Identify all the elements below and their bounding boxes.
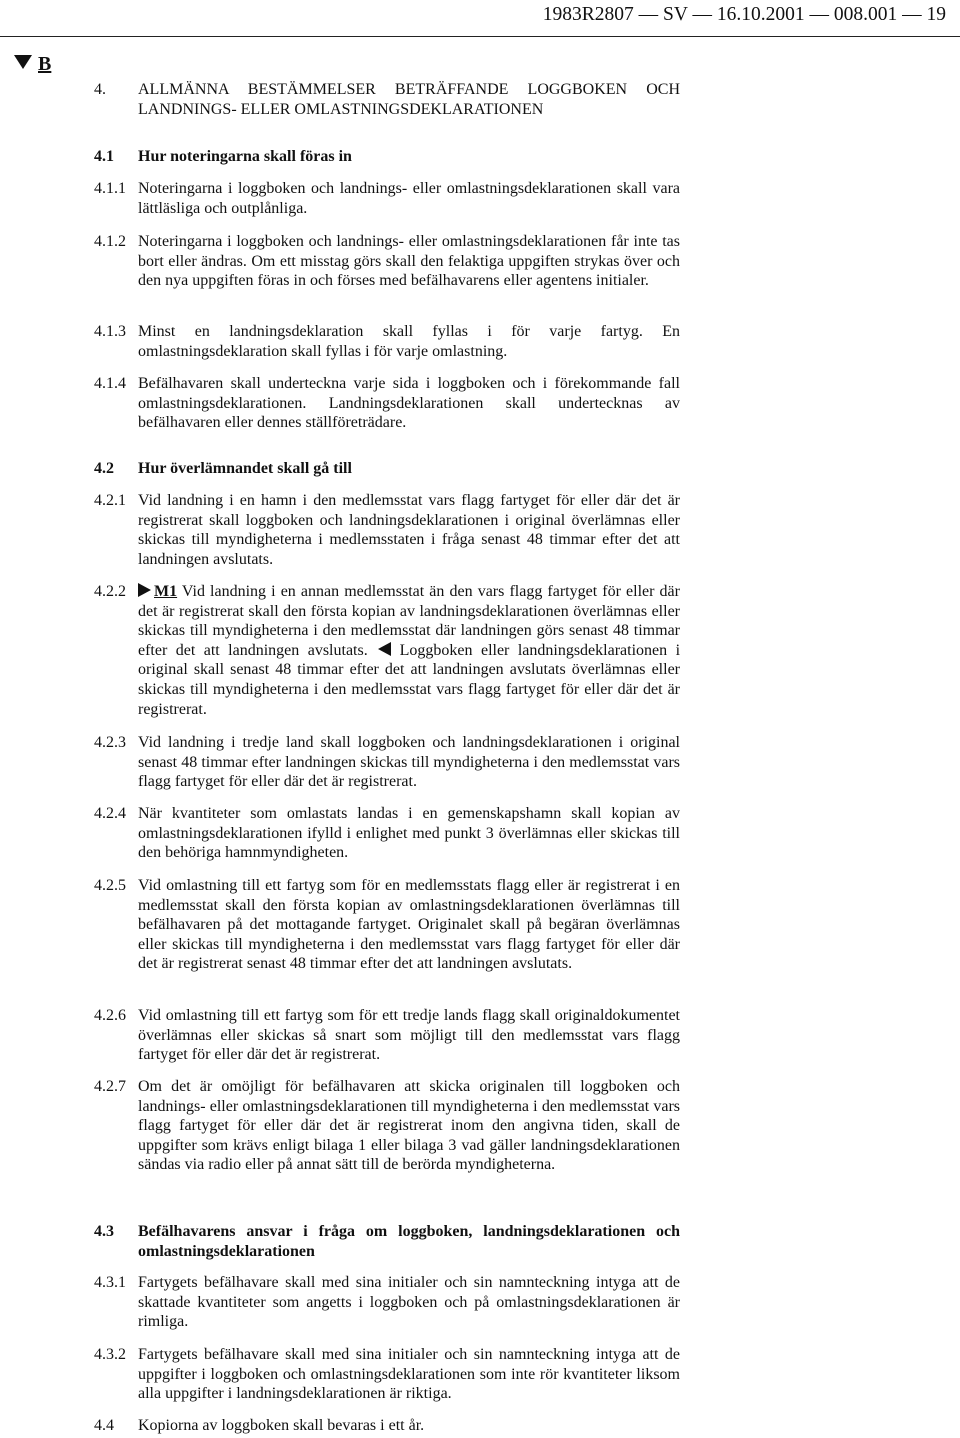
section-number: 4.1 (94, 148, 114, 165)
paragraph-4-2-3 (94, 733, 680, 792)
paragraph-4-2-5 (94, 876, 680, 974)
paragraph-number: 4.1.1 (94, 180, 126, 197)
paragraph-text: Om det är omöjligt för befälhavaren att skicka originalen till loggboken och landnings- eller omlastningsdeklarationen till myndigheterna i den medlemsstat vars flagg fartyget för eller där det är registrerat inom den angivna tiden, skall de uppgifter som krävs enligt bilaga 1 eller bilaga 3 vad gäller landningsdeklarationen sändas via radio eller på annat sätt till de berörda myndigheterna. (138, 1078, 680, 1174)
paragraph-number: 4.1.2 (94, 233, 126, 250)
paragraph-text: Vid omlastning till ett fartyg som för en medlemsstats flagg eller är registrerat i en medlemsstat skall den första kopian av omlastningsdeklarationen överlämnas till befälhavaren på det mottagande fartyget. Originalet skall på begäran överlämnas eller skickas till myndigheterna i den medlemsstat vars flagg fartyget för eller där det är registrerat senast 48 timmar efter det att landningen avslutats. (138, 877, 680, 973)
paragraph-4-2-4 (94, 804, 680, 863)
amended-text: Vid landning i en annan medlemsstat än den vars flagg fartyget för eller där det är registrerat skall den första kopian av landningsdeklarationen överlämnas eller skickas till myndigheterna i den medlemsstat där landningen görs senast 48 timmar efter det att landningen avslutats. (138, 583, 680, 659)
section-4-2 (94, 459, 680, 479)
amendment-start-icon (138, 583, 151, 597)
header-rule (0, 36, 960, 37)
paragraph-number: 4.2.4 (94, 805, 126, 822)
paragraph-text-rest: Loggboken eller landningsdeklarationen i original skall senast 48 timmar efter det att landningen avslutats överlämnas eller skickas till myndigheterna i den medlemsstat vars flagg fartyget för eller där det är registrerat. (138, 641, 681, 718)
paragraph-number: 4.2.1 (94, 492, 126, 509)
version-marker-label: B (38, 53, 52, 75)
section-text: Kopiorna av loggboken skall bevaras i ett år. (138, 1417, 425, 1434)
paragraph-text: Minst en landningsdeklaration skall fyllas i för varje fartyg. En omlastningsdeklaration skall fyllas i för varje omlastning. (138, 323, 680, 360)
amendment-label: M1 (154, 583, 178, 600)
paragraph-number: 4.2.3 (94, 734, 126, 751)
paragraph-number: 4.3.2 (94, 1346, 126, 1363)
paragraph-text: Noteringarna i loggboken och landnings- eller omlastningsdeklarationen skall vara lättläsliga och outplånliga. (138, 180, 680, 217)
paragraph-number: 4.1.3 (94, 323, 126, 340)
paragraph-text: Fartygets befälhavare skall med sina initialer och sin namnteckning intyga att de uppgifter i loggboken och omlastningsdeklarationen som inte rör kvantiteter liksom alla uppgifter i landningsdeklarationen är riktiga. (138, 1346, 680, 1403)
section-title: ALLMÄNNA BESTÄMMELSER BETRÄFFANDE LOGGBOKEN OCH LANDNINGS- ELLER OMLASTNINGSDEKLARATIONEN (138, 81, 680, 118)
paragraph-number: 4.2.5 (94, 877, 126, 894)
paragraph-number: 4.2.6 (94, 1007, 126, 1024)
section-title: Befälhavarens ansvar i fråga om loggboken, landningsdeklarationen och omlastningsdeklarationen (138, 1223, 680, 1260)
paragraph-4-2-7 (94, 1077, 680, 1175)
paragraph-number: 4.2.7 (94, 1078, 126, 1095)
section-4-3 (94, 1222, 680, 1261)
page-header: 1983R2807 — SV — 16.10.2001 — 008.001 — 19 (542, 4, 946, 25)
paragraph-4-1-4 (94, 374, 680, 433)
paragraph-text: Fartygets befälhavare skall med sina initialer och sin namnteckning intyga att de skattade kvantiteter som angetts i loggboken och på omlastningsdeklarationen är rimliga. (138, 1274, 680, 1331)
paragraph-number: 4.3.1 (94, 1274, 126, 1291)
paragraph-4-1-1 (94, 179, 680, 218)
section-number: 4.3 (94, 1223, 114, 1240)
paragraph-number: 4.1.4 (94, 375, 126, 392)
paragraph-text: Vid omlastning till ett fartyg som för ett tredje lands flagg skall originaldokumentet överlämnas eller skickas så snart som möjligt till den medlemsstat vars flagg fartyget för eller där det är registrerat. (138, 1007, 680, 1064)
paragraph-text: Befälhavaren skall underteckna varje sida i loggboken och i förekommande fall omlastningsdeklarationen. Landningsdeklarationen skall undertecknas av befälhavaren eller dennes ställföreträdare. (138, 375, 680, 432)
paragraph-4-1-3 (94, 322, 680, 361)
paragraph-text (138, 582, 680, 719)
section-4-4 (94, 1416, 680, 1436)
amendment-end-icon (378, 642, 391, 656)
section-number: 4.2 (94, 460, 114, 477)
paragraph-4-3-2 (94, 1345, 680, 1404)
section-number: 4.4 (94, 1417, 114, 1434)
version-marker (14, 53, 51, 76)
paragraph-4-3-1 (94, 1273, 680, 1332)
section-4 (94, 80, 680, 119)
section-number: 4. (94, 81, 106, 98)
paragraph-text: Vid landning i tredje land skall loggboken och landningsdeklarationen i original senast 48 timmar efter landningen skickas till myndigheterna i den medlemsstat vars flagg fartyget för eller där det är registrerat. (138, 734, 680, 791)
paragraph-4-1-2 (94, 232, 680, 291)
paragraph-4-2-6 (94, 1006, 680, 1065)
section-title: Hur överlämnandet skall gå till (138, 460, 352, 477)
paragraph-4-2-1 (94, 491, 680, 569)
section-4-1 (94, 147, 680, 167)
triangle-down-icon (14, 55, 32, 69)
paragraph-text: Noteringarna i loggboken och landnings- eller omlastningsdeklarationen får inte tas bort eller ändras. Om ett misstag görs skall den felaktiga uppgiften strykas över och den nya uppgiften föras in och förses med befälhavarens eller agentens initialer. (138, 233, 680, 290)
paragraph-text: När kvantiteter som omlastats landas i en gemenskapshamn skall kopian av omlastningsdeklarationen ifylld i enlighet med punkt 3 överlämnas eller skickas till den behöriga hamnmyndigheten. (138, 805, 680, 862)
paragraph-text: Vid landning i en hamn i den medlemsstat vars flagg fartyget för eller där det är registrerat skall loggboken och landningsdeklarationen i original överlämnas eller skickas till myndigheterna i medlemsstaten i fråga senast 48 timmar efter det att landningen avslutats. (138, 492, 680, 568)
section-title: Hur noteringarna skall föras in (138, 148, 352, 165)
paragraph-number: 4.2.2 (94, 583, 126, 600)
paragraph-4-2-2 (94, 582, 680, 719)
